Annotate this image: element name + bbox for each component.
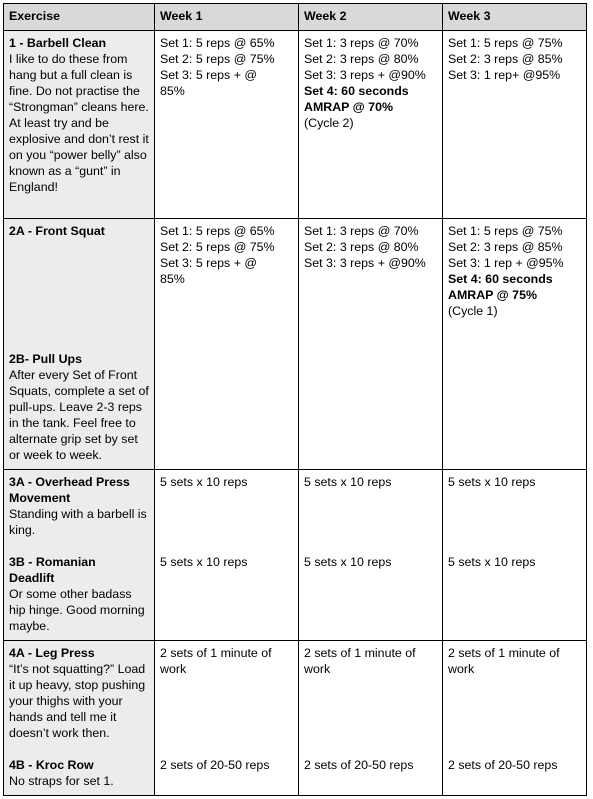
week-2-cell <box>299 641 443 796</box>
week-1-cell: Set 1: 5 reps @ 65% Set 2: 5 reps @ 75% Set 3: 5 reps + @ 85% <box>155 31 299 219</box>
amrap-set: Set 4: 60 seconds AMRAP @ 75% <box>448 272 553 302</box>
exercise-name: 3A - Overhead Press Movement <box>9 475 130 505</box>
table-row <box>4 31 587 219</box>
exercise-name: 4A - Leg Press <box>9 646 95 660</box>
exercise-description: After every Set of Front Squats, complete a set of pull-ups. Leave 2-3 reps in the tank. Feel free to alternate grip set by set or week to week. <box>9 368 149 462</box>
exercise-cell <box>4 470 155 641</box>
week-3-cell: Set 1: 5 reps @ 75% Set 2: 3 reps @ 85% Set 3: 1 rep+ @95% <box>443 31 587 219</box>
sets-a: 2 sets of 1 minute of work <box>160 646 272 676</box>
exercise-description: No straps for set 1. <box>9 774 114 788</box>
week-2-cell <box>299 31 443 219</box>
sets-b: 5 sets x 10 reps <box>304 555 392 569</box>
table-row <box>4 641 587 796</box>
exercise-name: 2B- Pull Ups <box>9 352 82 366</box>
header-week-3: Week 3 <box>443 4 587 31</box>
sets-b: 2 sets of 20-50 reps <box>304 758 414 772</box>
exercise-cell <box>4 219 155 470</box>
sets-a: 5 sets x 10 reps <box>448 475 536 489</box>
sets-a: 5 sets x 10 reps <box>304 475 392 489</box>
sets-b: 5 sets x 10 reps <box>448 555 536 569</box>
table-row <box>4 219 587 470</box>
header-week-2: Week 2 <box>299 4 443 31</box>
set-list: Set 1: 5 reps @ 75% Set 2: 3 reps @ 85% Set 3: 1 rep + @95% <box>448 224 564 270</box>
sets-a: 5 sets x 10 reps <box>160 475 248 489</box>
sets-b: 2 sets of 20-50 reps <box>448 758 558 772</box>
exercise-name: 2A - Front Squat <box>9 224 105 238</box>
amrap-set: Set 4: 60 seconds AMRAP @ 70% <box>304 84 409 114</box>
table-row <box>4 470 587 641</box>
week-2-cell: Set 1: 3 reps @ 70% Set 2: 3 reps @ 80% Set 3: 3 reps + @90% <box>299 219 443 470</box>
sets-a: 2 sets of 1 minute of work <box>448 646 560 676</box>
header-row <box>4 4 587 31</box>
sets-b: 2 sets of 20-50 reps <box>160 758 270 772</box>
exercise-cell <box>4 31 155 219</box>
exercise-description: Standing with a barbell is king. <box>9 507 147 537</box>
exercise-name: 3B - Romanian Deadlift <box>9 555 96 585</box>
exercise-cell <box>4 641 155 796</box>
sets-a: 2 sets of 1 minute of work <box>304 646 416 676</box>
exercise-description: I like to do these from hang but a full clean is fine. Do not practise the “Strongman” cleans here. At least try and be explosive and don’t rest it on you “power belly” also known as a “gunt” in England! <box>9 52 149 194</box>
set-list: Set 1: 3 reps @ 70% Set 2: 3 reps @ 80% Set 3: 3 reps + @90% <box>304 36 426 82</box>
cycle-note: (Cycle 2) <box>304 116 354 130</box>
week-1-cell: Set 1: 5 reps @ 65% Set 2: 5 reps @ 75% Set 3: 5 reps + @ 85% <box>155 219 299 470</box>
workout-table-container <box>3 3 587 796</box>
exercise-description: Or some other badass hip hinge. Good morning maybe. <box>9 587 145 633</box>
week-2-cell <box>299 470 443 641</box>
cycle-note: (Cycle 1) <box>448 304 498 318</box>
header-week-1: Week 1 <box>155 4 299 31</box>
sets-b: 5 sets x 10 reps <box>160 555 248 569</box>
workout-table <box>3 3 587 796</box>
week-3-cell <box>443 641 587 796</box>
header-exercise: Exercise <box>4 4 155 31</box>
exercise-name: 1 - Barbell Clean <box>9 36 107 50</box>
exercise-description: “It’s not squatting?” Load it up heavy, stop pushing your thighs with your hands and tell me it doesn’t work then. <box>9 662 146 740</box>
week-1-cell <box>155 641 299 796</box>
week-3-cell <box>443 470 587 641</box>
exercise-name: 4B - Kroc Row <box>9 758 94 772</box>
week-3-cell <box>443 219 587 470</box>
week-1-cell <box>155 470 299 641</box>
